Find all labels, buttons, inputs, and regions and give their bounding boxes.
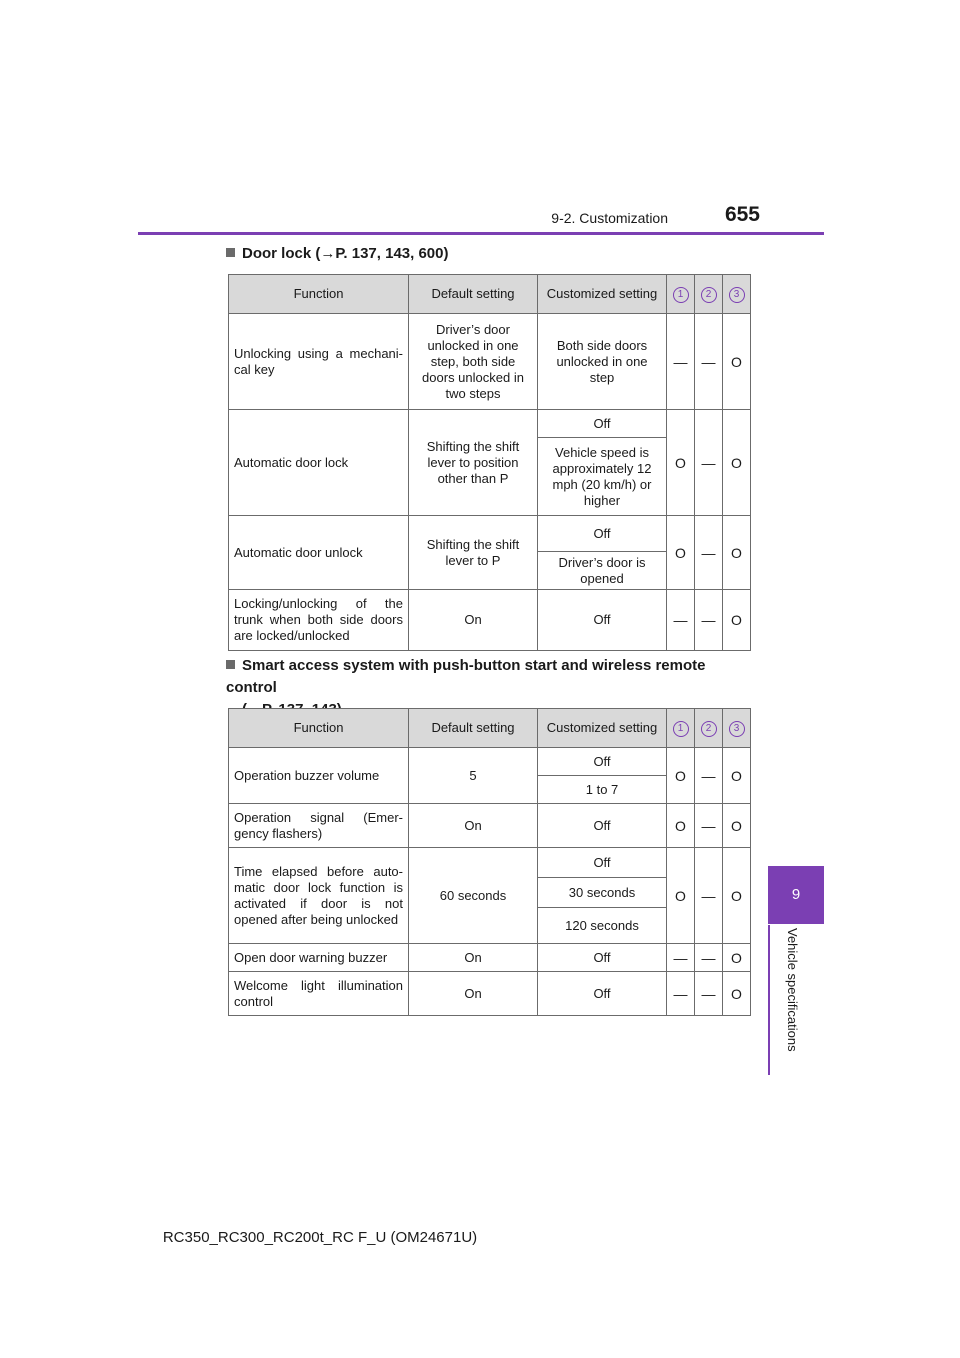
mark-cell-2: — — [695, 804, 723, 848]
section-label: 9-2. Customization — [551, 210, 668, 226]
mark-cell-3: O — [723, 314, 751, 410]
table-row — [229, 516, 751, 552]
mark-cell-2: — — [695, 748, 723, 804]
column-header-customized: Customized setting — [538, 275, 667, 314]
table-row — [229, 944, 751, 972]
section-heading-door-lock — [226, 243, 449, 265]
table-header-row — [229, 709, 751, 748]
column-header-2 — [695, 709, 723, 748]
table-row — [229, 972, 751, 1016]
custom-cell: Off — [538, 944, 667, 972]
custom-cell: Off — [538, 848, 667, 878]
column-header-1 — [667, 709, 695, 748]
page-number: 655 — [724, 203, 760, 226]
default-cell: 60 seconds — [409, 848, 538, 944]
mark-cell-3: O — [723, 516, 751, 590]
circled-2-icon: 2 — [701, 287, 717, 303]
custom-cell: Driver’s door is opened — [538, 552, 667, 590]
table-row — [229, 748, 751, 776]
square-bullet-icon — [226, 660, 235, 669]
door-lock-table — [228, 274, 751, 651]
mark-cell-2: — — [695, 516, 723, 590]
function-cell: Unlocking using a mechani-cal key — [229, 314, 409, 410]
mark-cell-1: — — [667, 944, 695, 972]
default-cell: Shifting the shift lever to position other than P — [409, 410, 538, 516]
column-header-default: Default setting — [409, 709, 538, 748]
section-title: Smart access system with push-button start and wireless remote control — [226, 657, 706, 696]
custom-cell: Off — [538, 516, 667, 552]
table-row — [229, 804, 751, 848]
footer-model-code: RC350_RC300_RC200t_RC F_U (OM24671U) — [162, 1229, 478, 1246]
chapter-tab[interactable]: 9 — [768, 866, 824, 924]
mark-cell-1: O — [667, 410, 695, 516]
mark-cell-1: O — [667, 848, 695, 944]
custom-cell: Off — [538, 748, 667, 776]
function-cell: Time elapsed before auto-matic door lock function is activated if door is not opened after being unlocked — [229, 848, 409, 944]
function-cell: Automatic door unlock — [229, 516, 409, 590]
column-header-2 — [695, 275, 723, 314]
default-cell: On — [409, 944, 538, 972]
mark-cell-2: — — [695, 848, 723, 944]
custom-cell: 1 to 7 — [538, 776, 667, 804]
table-row — [229, 590, 751, 651]
mark-cell-3: O — [723, 410, 751, 516]
mark-cell-3: O — [723, 944, 751, 972]
column-header-3 — [723, 275, 751, 314]
mark-cell-2: — — [695, 972, 723, 1016]
function-cell: Open door warning buzzer — [229, 944, 409, 972]
square-bullet-icon — [226, 248, 235, 257]
table-row — [229, 410, 751, 438]
custom-cell: Off — [538, 972, 667, 1016]
smart-access-table — [228, 708, 751, 1016]
custom-cell: Off — [538, 590, 667, 651]
column-header-function: Function — [229, 709, 409, 748]
default-cell: On — [409, 804, 538, 848]
default-cell: Driver’s door unlocked in one step, both side doors unlocked in two steps — [409, 314, 538, 410]
custom-cell: Vehicle speed is approximately 12 mph (20 km/h) or higher — [538, 438, 667, 516]
table-header-row — [229, 275, 751, 314]
mark-cell-3: O — [723, 972, 751, 1016]
mark-cell-1: — — [667, 590, 695, 651]
mark-cell-1: — — [667, 314, 695, 410]
circled-1-icon: 1 — [673, 721, 689, 737]
function-cell: Operation buzzer volume — [229, 748, 409, 804]
chapter-side-label: Vehicle specifications — [785, 928, 800, 1052]
mark-cell-2: — — [695, 944, 723, 972]
default-cell: Shifting the shift lever to P — [409, 516, 538, 590]
column-header-function: Function — [229, 275, 409, 314]
function-cell: Automatic door lock — [229, 410, 409, 516]
custom-cell: Off — [538, 804, 667, 848]
circled-2-icon: 2 — [701, 721, 717, 737]
column-header-3 — [723, 709, 751, 748]
custom-cell: Both side doors unlocked in one step — [538, 314, 667, 410]
column-header-customized: Customized setting — [538, 709, 667, 748]
mark-cell-2: — — [695, 314, 723, 410]
table-row — [229, 848, 751, 878]
circled-3-icon: 3 — [729, 287, 745, 303]
custom-cell: 120 seconds — [538, 908, 667, 944]
circled-3-icon: 3 — [729, 721, 745, 737]
table-row — [229, 314, 751, 410]
section-title: Door lock (→P. 137, 143, 600) — [242, 245, 449, 262]
column-header-default: Default setting — [409, 275, 538, 314]
custom-cell: Off — [538, 410, 667, 438]
function-cell: Locking/unlocking of the trunk when both side doors are locked/unlocked — [229, 590, 409, 651]
mark-cell-3: O — [723, 804, 751, 848]
default-cell: On — [409, 972, 538, 1016]
mark-cell-2: — — [695, 590, 723, 651]
default-cell: On — [409, 590, 538, 651]
mark-cell-1: — — [667, 972, 695, 1016]
mark-cell-1: O — [667, 748, 695, 804]
circled-1-icon: 1 — [673, 287, 689, 303]
custom-cell: 30 seconds — [538, 878, 667, 908]
default-cell: 5 — [409, 748, 538, 804]
mark-cell-1: O — [667, 516, 695, 590]
function-cell: Welcome light illumination control — [229, 972, 409, 1016]
mark-cell-3: O — [723, 590, 751, 651]
mark-cell-1: O — [667, 804, 695, 848]
mark-cell-2: — — [695, 410, 723, 516]
header-rule — [138, 232, 824, 235]
column-header-1 — [667, 275, 695, 314]
chapter-side-rule — [768, 925, 770, 1075]
mark-cell-3: O — [723, 848, 751, 944]
function-cell: Operation signal (Emer-gency flashers) — [229, 804, 409, 848]
mark-cell-3: O — [723, 748, 751, 804]
